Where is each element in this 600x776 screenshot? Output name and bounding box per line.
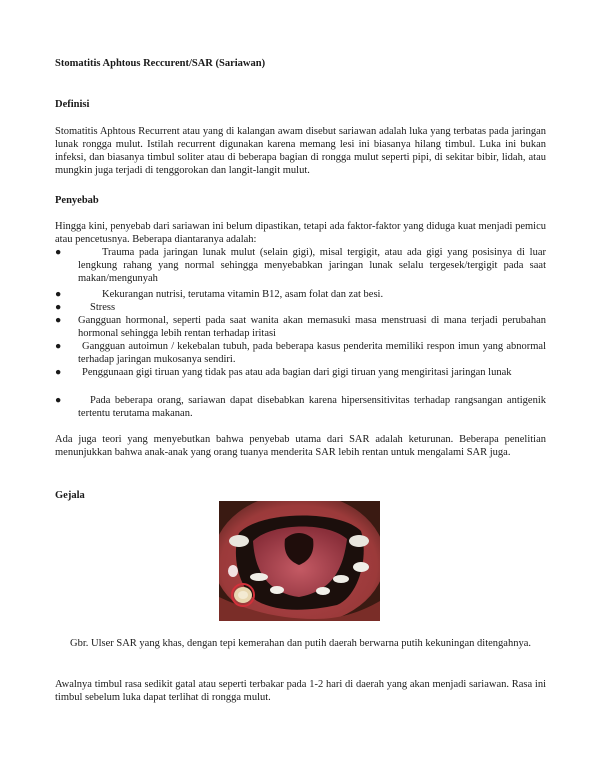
bullet-icon: ●	[55, 367, 62, 378]
bullet-icon: ●	[55, 315, 62, 326]
list-item-text: Gangguan autoimun / kekebalan tubuh, pada beberapa kasus penderita memiliki respon imun yang abnormal terhadap jaringan mukosanya sendiri.	[78, 341, 546, 365]
mouth-ulcer-illustration	[219, 501, 380, 621]
paragraph-penyebab-intro: Hingga kini, penyebab dari sariawan ini belum dipastikan, tetapi ada faktor-faktor yang diduga kuat menjadi pemicu atau pencetusnya. Beberapa diantaranya adalah:	[55, 221, 546, 245]
paragraph-penyebab-outro: Ada juga teori yang menyebutkan bahwa penyebab utama dari SAR adalah keturunan. Beberapa penelitian menunjukkan bahwa anak-anak yang orang tuanya menderita SAR lebih rentan untuk mengalami SAR juga.	[55, 434, 546, 458]
bullet-icon: ●	[55, 395, 62, 406]
list-item-text: Stress	[90, 302, 116, 313]
bullet-icon: ●	[55, 247, 62, 258]
bullet-icon: ●	[55, 289, 62, 300]
document-title: Stomatitis Aphtous Reccurent/SAR (Sariawan)	[55, 58, 266, 69]
list-item-text: Penggunaan gigi tiruan yang tidak pas atau ada bagian dari gigi tiruan yang mengiritasi jaringan lunak	[82, 367, 512, 378]
heading-gejala: Gejala	[55, 490, 85, 501]
list-item-text: Kekurangan nutrisi, terutama vitamin B12, asam folat dan zat besi.	[102, 289, 384, 300]
list-item-text: Pada beberapa orang, sariawan dapat disebabkan karena hipersensitivitas terhadap rangsangan antigenik tertentu terutama makanan.	[78, 395, 546, 419]
bullet-icon: ●	[55, 302, 62, 313]
heading-penyebab: Penyebab	[55, 195, 99, 206]
paragraph-definisi: Stomatitis Aphtous Recurrent atau yang di kalangan awam disebut sariawan adalah luka yang terbatas pada jaringan lunak rongga mulut. Istilah recurrent digunakan karena memang lesi ini biasanya hilang timbul. Luka ini bukan infeksi, dan biasanya timbul soliter atau di beberapa bagian di rongga mulut seperti pipi, di sekitar bibir, lidah, atau mungkin juga terjadi di tenggorokan dan langit-langit mulut.	[55, 126, 546, 176]
heading-definisi: Definisi	[55, 99, 90, 110]
list-item-text: Trauma pada jaringan lunak mulut (selain gigi), misal tergigit, atau ada gigi yang posisinya di luar lengkung rahang yang normal sehingga menyebabkan jaringan lunak selalu tergesek/tergigit pada saat makan/mengunyah	[78, 247, 546, 284]
bullet-icon: ●	[55, 341, 62, 352]
figure-caption: Gbr. Ulser SAR yang khas, dengan tepi kemerahan dan putih daerah berwarna putih kekuningan ditengahnya.	[70, 638, 531, 649]
list-item-text: Gangguan hormonal, seperti pada saat wanita akan memasuki masa menstruasi di mana terjadi perubahan hormonal sehingga lebih rentan terhadap iritasi	[78, 315, 546, 339]
mouth-ulcer-photo	[219, 501, 380, 621]
paragraph-gejala: Awalnya timbul rasa sedikit gatal atau seperti terbakar pada 1-2 hari di daerah yang akan menjadi sariawan. Rasa ini timbul sebelum luka dapat terlihat di rongga mulut.	[55, 679, 546, 703]
